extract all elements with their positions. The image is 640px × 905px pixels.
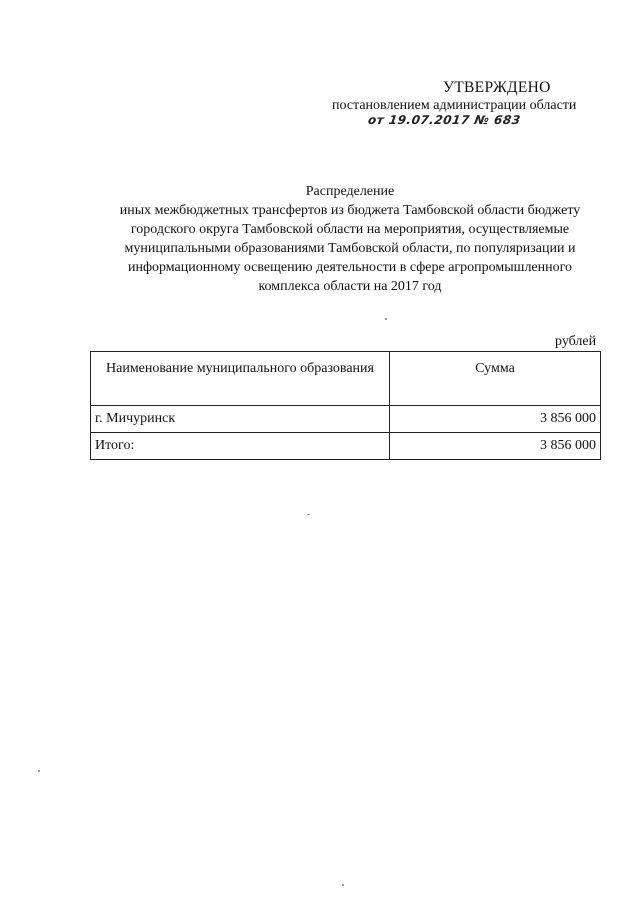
row-municipality: г. Мичуринск [91, 406, 390, 433]
handwritten-date-number: от 19.07.2017 № 683 [367, 113, 522, 127]
scan-speck [38, 770, 40, 772]
scan-speck [385, 318, 387, 320]
scan-speck [342, 884, 344, 886]
header-sum: Сумма [390, 352, 601, 406]
heading-line: муниципальными образованиями Тамбовской области, по популяризации и [124, 241, 576, 256]
document-title: Распределение [305, 184, 395, 199]
approval-authority: постановлением администрации области [332, 98, 577, 113]
heading-line: комплекса области на 2017 год [258, 279, 442, 294]
total-sum: 3 856 000 [390, 433, 601, 460]
units-label: рублей [555, 334, 597, 349]
heading-line: иных межбюджетных трансфертов из бюджета Тамбовской области бюджету [119, 203, 581, 218]
header-municipality: Наименование муниципального образования [91, 352, 390, 406]
scan-speck [307, 514, 310, 515]
document-heading [80, 182, 620, 296]
heading-line: городского округа Тамбовской области на мероприятия, осуществляемые [130, 222, 570, 237]
approval-title: УТВЕРЖДЕНО [443, 79, 551, 96]
table-header-row [91, 352, 601, 406]
allocation-table [90, 351, 601, 460]
table-row-total [91, 433, 601, 460]
heading-line: информационному освещению деятельности в сфере агропромышленного [127, 260, 573, 275]
total-label: Итого: [91, 433, 390, 460]
row-sum: 3 856 000 [390, 406, 601, 433]
table-row [91, 406, 601, 433]
